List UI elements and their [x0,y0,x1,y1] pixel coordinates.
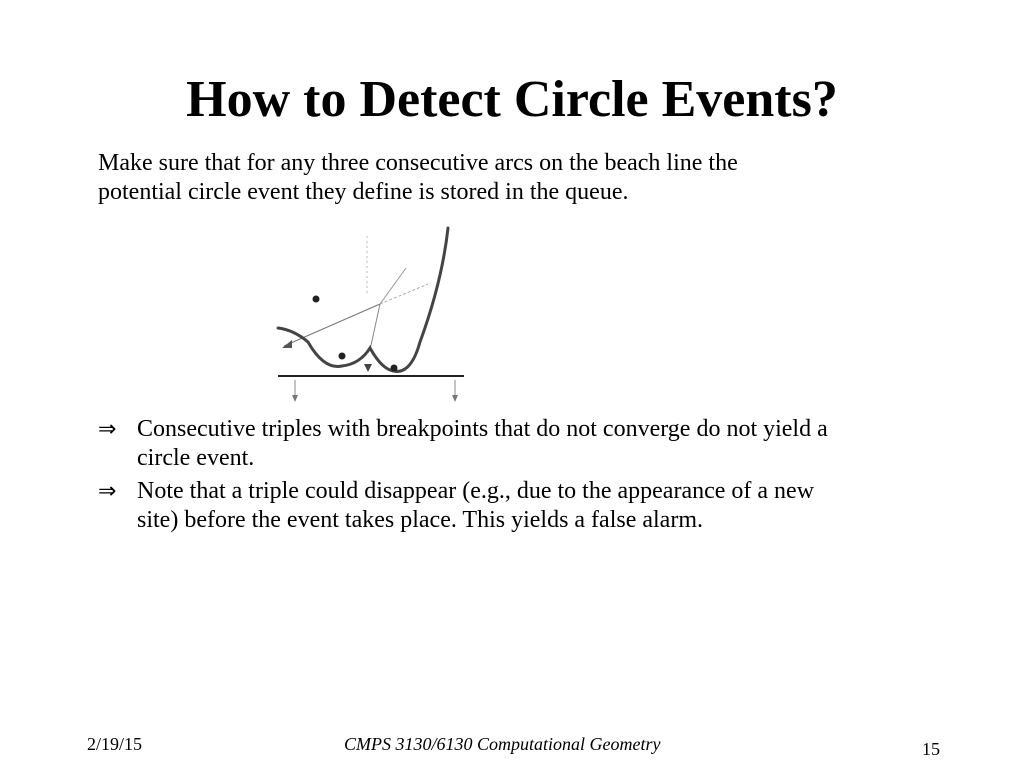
bullet-item [98,415,978,473]
bullet-item [98,477,978,535]
bullet-line: circle event. [137,445,255,471]
bisector-line [380,268,406,304]
beach-line [278,228,448,371]
bisector-line [284,304,380,346]
intro-line: potential circle event they define is stored in the queue. [98,179,629,205]
intro-line: Make sure that for any three consecutive arcs on the beach line the [98,150,738,176]
bullet-line: Note that a triple could disappear (e.g., due to the appearance of a new [137,478,815,504]
bisector-arrowhead [282,340,292,348]
page-number: 15 [922,739,940,759]
implies-icon: ⇒ [98,479,117,504]
site-point [391,365,398,372]
sweep-arrow-right [452,380,458,402]
breakpoint-marker [364,364,372,372]
sweep-arrow-left [292,380,298,402]
site-point [313,296,320,303]
bullet-line: Consecutive triples with breakpoints that do not converge do not yield a [137,416,828,442]
implies-icon: ⇒ [98,417,117,442]
footer-course: CMPS 3130/6130 Computational Geometry [344,734,661,754]
bullet-line: site) before the event takes place. This yields a false alarm. [137,507,703,533]
footer-date: 2/19/15 [87,734,143,754]
bisector-line [370,304,380,350]
beach-line-figure [270,222,470,408]
intro-text [98,149,898,207]
bullet-list [98,415,978,539]
site-point [339,353,346,360]
slide-title: How to Detect Circle Events? [186,71,838,128]
